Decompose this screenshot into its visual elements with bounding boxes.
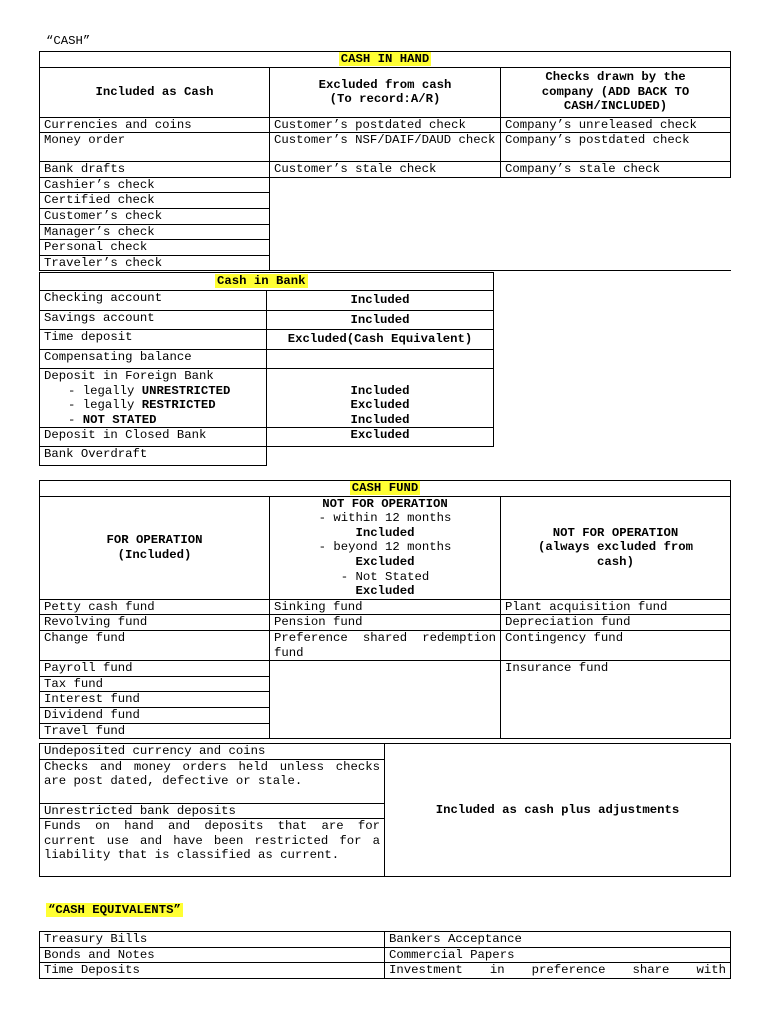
table-row: Currencies and coins Customer’s postdated check Company’s unreleased check: [40, 117, 731, 133]
adjustments-table: [39, 743, 731, 877]
list-item: Cashier’s check: [40, 177, 270, 193]
table-row: Money order Customer’s NSF/DAIF/DAUD check Company’s postdated check: [40, 133, 731, 162]
list-item: Customer’s check: [40, 208, 270, 224]
adjustments-note: Included as cash plus adjustments: [385, 744, 731, 877]
table-row: Revolving fund Pension fund Depreciation fund: [40, 615, 731, 631]
cash-equivalents-table: [39, 931, 731, 979]
table-row: Treasury Bills Bankers Acceptance: [40, 932, 731, 948]
table-row: Checking account Included: [40, 291, 494, 311]
table-row: Unrestricted bank deposits: [40, 803, 731, 819]
cash-in-hand-header: CASH IN HAND: [40, 52, 731, 68]
list-item: Interest fund: [40, 692, 270, 708]
always-excluded-header: NOT FOR OPERATION (always excluded from cash): [501, 496, 731, 599]
list-item: Tax fund: [40, 676, 270, 692]
company-checks-header: Checks drawn by the company (ADD BACK TO CASH/INCLUDED): [501, 67, 731, 117]
not-for-operation-header: NOT FOR OPERATION - within 12 months Included - beyond 12 months Excluded - Not Stated Excluded: [270, 496, 501, 599]
for-operation-header: FOR OPERATION (Included): [40, 496, 270, 599]
table-row: Deposit in Foreign Bank - legally UNRESTRICTED - legally RESTRICTED - NOT STATED Included Excluded Included: [40, 369, 494, 428]
table-row: Time Deposits Investment in preference share with: [40, 963, 731, 979]
cash-fund-header: CASH FUND: [40, 481, 731, 497]
table-row: Bank drafts Customer’s stale check Company’s stale check: [40, 162, 731, 178]
table-row: Change fund Preference shared redemption fund Contingency fund: [40, 630, 731, 660]
cash-in-bank-table: [39, 272, 494, 466]
foreign-bank-cell: Deposit in Foreign Bank - legally UNRESTRICTED - legally RESTRICTED - NOT STATED: [40, 369, 267, 428]
table-row: Bonds and Notes Commercial Papers: [40, 947, 731, 963]
table-row: Savings account Included: [40, 311, 494, 330]
list-item: Manager’s check: [40, 224, 270, 240]
list-item: Dividend fund: [40, 707, 270, 723]
included-as-cash-header: Included as Cash: [40, 67, 270, 117]
cash-fund-table: [39, 480, 731, 739]
cash-in-hand-table: [39, 51, 731, 271]
table-row: Petty cash fund Sinking fund Plant acquisition fund: [40, 599, 731, 615]
cash-equivalents-title: “CASH EQUIVALENTS”: [48, 903, 181, 917]
table-row: Funds on hand and deposits that are for current use and have been restricted for a liability that is classified as current.: [40, 819, 731, 877]
list-item: Traveler’s check: [40, 255, 270, 271]
excluded-from-cash-header: Excluded from cash (To record:A/R): [270, 67, 501, 117]
table-row: Undeposited currency and coins Included as cash plus adjustments: [40, 744, 731, 760]
table-row: Compensating balance: [40, 350, 494, 369]
table-row: Checks and money orders held unless checks are post dated, defective or stale.: [40, 759, 731, 803]
list-item: Travel fund: [40, 723, 270, 739]
table-row: Deposit in Closed Bank Excluded: [40, 428, 494, 447]
table-row: Payroll fund Insurance fund: [40, 661, 731, 677]
table-row: Bank Overdraft: [40, 447, 494, 466]
table-row: Time deposit Excluded(Cash Equivalent): [40, 330, 494, 350]
cash-in-bank-header: Cash in Bank: [40, 273, 494, 291]
list-item: Certified check: [40, 193, 270, 209]
document-title: “CASH”: [46, 34, 91, 48]
list-item: Personal check: [40, 240, 270, 256]
